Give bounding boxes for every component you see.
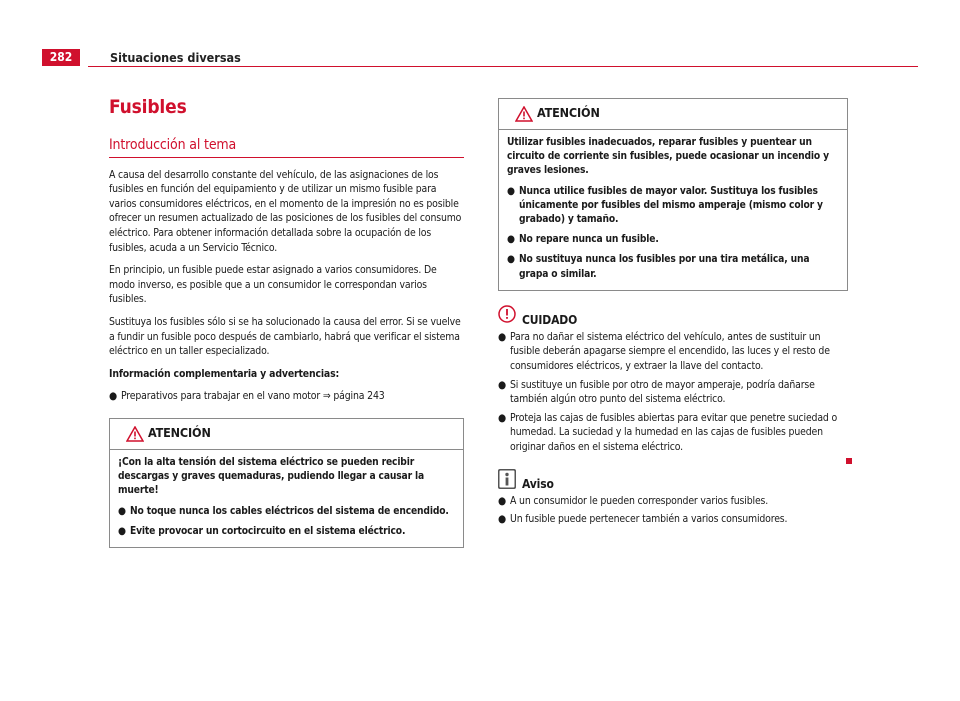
info-item	[109, 389, 464, 404]
bullet-icon: ●	[507, 234, 515, 246]
warning-label: ATENCIÓN	[148, 424, 211, 440]
note-item-text: Un fusible puede pertenecer también a varios consumidores.	[510, 513, 788, 526]
intro-paragraph-2: En principio, un fusible puede estar asignado a varios consumidores. De modo inverso, es posible que a un consumidor le correspondan varios fusibles.	[109, 264, 437, 306]
page-number: 282	[42, 49, 80, 66]
bullet-icon: ●	[498, 513, 507, 526]
section-subtitle: Introducción al tema	[109, 138, 464, 158]
intro-paragraph-3: Sustituya los fusibles sólo si se ha solucionado la causa del error. Si se vuelve a fundir un fusible poco después de cambiarlo, habrá que verificar el sistema eléctrico en un taller especializado.	[109, 315, 461, 358]
info-item-text: Preparativos para trabajar en el vano motor ⇒ página 243	[121, 390, 385, 403]
warning-item	[118, 505, 455, 519]
info-heading: Información complementaria y advertencias:	[109, 367, 340, 380]
note-item	[498, 512, 848, 527]
info-icon	[498, 469, 516, 489]
note-header	[498, 469, 848, 491]
bullet-icon: ●	[118, 505, 126, 517]
warning-item	[118, 525, 455, 539]
warning-item-text: No toque nunca los cables eléctricos del sistema de encendido.	[130, 505, 449, 517]
warning-box-voltage	[109, 418, 464, 548]
warning-intro: ¡Con la alta tensión del sistema eléctrico se pueden recibir descargas y graves quemaduras, pudiendo llegar a causar la muerte!	[118, 456, 425, 497]
bullet-icon: ●	[118, 525, 126, 537]
bullet-icon: ●	[507, 254, 515, 266]
caution-label: CUIDADO	[522, 312, 578, 327]
warning-label: ATENCIÓN	[537, 105, 600, 120]
warning-triangle-icon	[126, 426, 144, 442]
warning-item-text: Nunca utilice fusibles de mayor valor. Sustituya los fusibles únicamente por fusibles del mismo amperaje (mismo color y grabado) y tamaño.	[519, 185, 823, 226]
warning-box-fuses	[498, 98, 848, 291]
right-column	[498, 98, 848, 531]
warning-item-text: No sustituya nunca los fusibles por una tira metálica, una grapa o similar.	[519, 254, 810, 280]
warning-triangle-icon	[515, 106, 533, 122]
bullet-icon: ●	[498, 378, 507, 391]
warning-body	[110, 450, 463, 547]
intro-paragraph-1: A causa del desarrollo constante del vehículo, de las asignaciones de los fusibles en función del equipamiento y de utilizar un mismo fusible para varios consumidores eléctricos, en el momento de la impresión no es posible ofrecer un resumen actualizado de las posiciones de los fusibles del consumo eléctrico. Para obtener información detallada sobre la ocupación de los fusibles, acuda a un Servicio Técnico.	[109, 168, 462, 254]
bullet-icon: ●	[109, 390, 118, 403]
bullet-icon: ●	[507, 185, 515, 197]
warning-item	[507, 233, 839, 247]
warning-header	[499, 99, 847, 130]
warning-item	[507, 185, 839, 228]
warning-item	[507, 253, 839, 281]
caution-header	[498, 305, 848, 327]
caution-item-text: Proteja las cajas de fusibles abiertas para evitar que penetre suciedad o humedad. La suciedad y la humedad en las cajas de fusibles pueden originar daños en el sistema eléctrico.	[510, 411, 838, 453]
warning-intro: Utilizar fusibles inadecuados, reparar fusibles y puentear un circuito de corriente sin fusibles, puede ocasionar un incendio y graves lesiones.	[507, 137, 829, 177]
left-column	[109, 96, 464, 548]
running-header: Situaciones diversas	[110, 50, 241, 65]
caution-item	[498, 378, 848, 407]
bullet-icon: ●	[498, 494, 507, 507]
note-label: Aviso	[522, 476, 554, 491]
note-item-text: A un consumidor le pueden corresponder varios fusibles.	[510, 494, 769, 507]
warning-body	[499, 130, 847, 290]
warning-item-text: Evite provocar un cortocircuito en el sistema eléctrico.	[130, 525, 406, 537]
caution-item-text: Si sustituye un fusible por otro de mayor amperaje, podría dañarse también algún otro punto del sistema eléctrico.	[510, 378, 815, 406]
warning-item-text: No repare nunca un fusible.	[519, 234, 659, 246]
section-end-marker	[846, 458, 852, 464]
caution-item	[498, 411, 848, 455]
warning-header	[110, 419, 463, 450]
section-title: Fusibles	[109, 96, 187, 118]
bullet-icon: ●	[498, 330, 507, 343]
caution-item-text: Para no dañar el sistema eléctrico del vehículo, antes de sustituir un fusible deberán apagarse siempre el encendido, las luces y el resto de consumidores eléctricos, y extraer la llave del contacto.	[510, 330, 830, 373]
caution-item	[498, 330, 848, 374]
header-rule	[88, 66, 918, 67]
note-item	[498, 494, 848, 509]
caution-icon	[498, 305, 516, 323]
bullet-icon: ●	[498, 411, 507, 424]
